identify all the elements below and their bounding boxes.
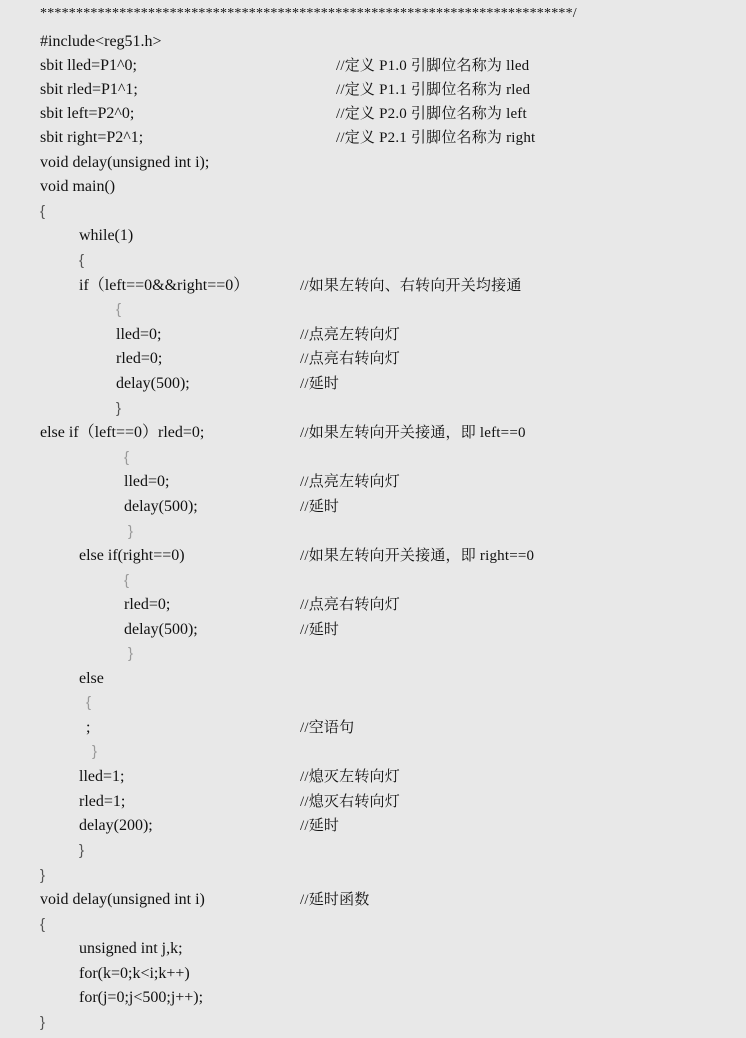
comment-text: //延时 [300,499,340,515]
code-line [0,740,746,764]
code-line [0,78,746,102]
code-line [0,1011,746,1035]
code-line [0,888,746,912]
comment-text: //定义 P1.0 引脚位名称为 lled [336,58,530,74]
code-line [0,593,746,617]
code-line [0,102,746,126]
code-text: while(1) [79,227,134,244]
brace-text: } [116,400,122,417]
code-line [0,224,746,248]
code-line [0,126,746,150]
code-text: sbit left=P2^0; [40,105,135,122]
separator-text: **************************************************************************/ [40,6,577,21]
code-text: else if(right==0) [79,547,185,564]
code-line [0,54,746,78]
code-text: lled=1; [79,768,125,785]
code-line [0,716,746,740]
comment-text: //空语句 [300,720,355,736]
code-text: unsigned int j,k; [79,940,183,957]
code-line [0,544,746,568]
code-text: delay(500); [124,621,198,638]
code-line [0,397,746,421]
code-line [0,446,746,470]
code-text: sbit lled=P1^0; [40,57,137,74]
brace-text: { [124,449,130,466]
brace-text: } [128,523,134,540]
code-line [0,151,746,175]
code-line [0,937,746,961]
code-line [0,421,746,445]
code-line [0,691,746,715]
code-line [0,618,746,642]
comment-text: //点亮左转向灯 [300,474,400,490]
code-line [0,913,746,937]
brace-text: { [124,572,130,589]
code-line [0,200,746,224]
brace-text: } [79,842,85,859]
code-text: ; [86,719,91,736]
code-text: rled=0; [124,596,171,613]
brace-text: } [40,867,46,884]
brace-text: } [92,743,98,760]
brace-text: { [79,252,85,269]
code-line [0,495,746,519]
comment-text: //定义 P2.1 引脚位名称为 right [336,130,536,146]
brace-text: } [128,645,134,662]
comment-text: //熄灭左转向灯 [300,769,400,785]
code-line [0,274,746,298]
code-text: rled=1; [79,793,126,810]
code-line [0,30,746,54]
comment-text: //延时 [300,376,340,392]
code-line [0,864,746,888]
brace-text: { [116,301,122,318]
brace-text: { [40,916,46,933]
code-line [0,790,746,814]
brace-text: { [40,203,46,220]
comment-text: //点亮右转向灯 [300,351,400,367]
code-text: #include<reg51.h> [40,33,162,50]
comment-text: //点亮右转向灯 [300,597,400,613]
code-text: void delay(unsigned int i) [40,891,205,908]
code-text: if（left==0&&right==0） [79,277,250,294]
code-line [0,839,746,863]
code-text: sbit rled=P1^1; [40,81,138,98]
comment-text: //如果左转向开关接通，即 left==0 [300,425,526,441]
code-text: for(k=0;k<i;k++) [79,965,190,982]
code-line [0,372,746,396]
code-line [0,323,746,347]
comment-text: //延时 [300,622,340,638]
code-line [0,520,746,544]
code-line [0,569,746,593]
code-line [0,986,746,1010]
code-line [0,962,746,986]
code-text: void delay(unsigned int i); [40,154,210,171]
code-line [0,814,746,838]
code-line [0,642,746,666]
code-text: lled=0; [116,326,162,343]
comment-text: //熄灭右转向灯 [300,794,400,810]
comment-text: //如果左转向、右转向开关均接通 [300,278,522,294]
comment-text: //点亮左转向灯 [300,327,400,343]
code-text: else [79,670,104,687]
code-line [0,347,746,371]
code-line [0,8,746,32]
code-line [0,298,746,322]
code-line [0,175,746,199]
comment-text: //如果左转向开关接通，即 right==0 [300,548,535,564]
brace-text: } [40,1014,46,1031]
code-line [0,249,746,273]
comment-text: //延时 [300,818,340,834]
brace-text: { [86,694,92,711]
code-text: sbit right=P2^1; [40,129,144,146]
code-text: delay(500); [116,375,190,392]
code-text: delay(200); [79,817,153,834]
code-text: void main() [40,178,116,195]
code-line [0,667,746,691]
code-text: else if（left==0）rled=0; [40,424,205,441]
code-line [0,765,746,789]
code-line [0,470,746,494]
comment-text: //定义 P1.1 引脚位名称为 rled [336,82,531,98]
comment-text: //定义 P2.0 引脚位名称为 left [336,106,527,122]
comment-text: //延时函数 [300,892,370,908]
code-text: rled=0; [116,350,163,367]
code-text: lled=0; [124,473,170,490]
code-text: for(j=0;j<500;j++); [79,989,204,1006]
code-text: delay(500); [124,498,198,515]
